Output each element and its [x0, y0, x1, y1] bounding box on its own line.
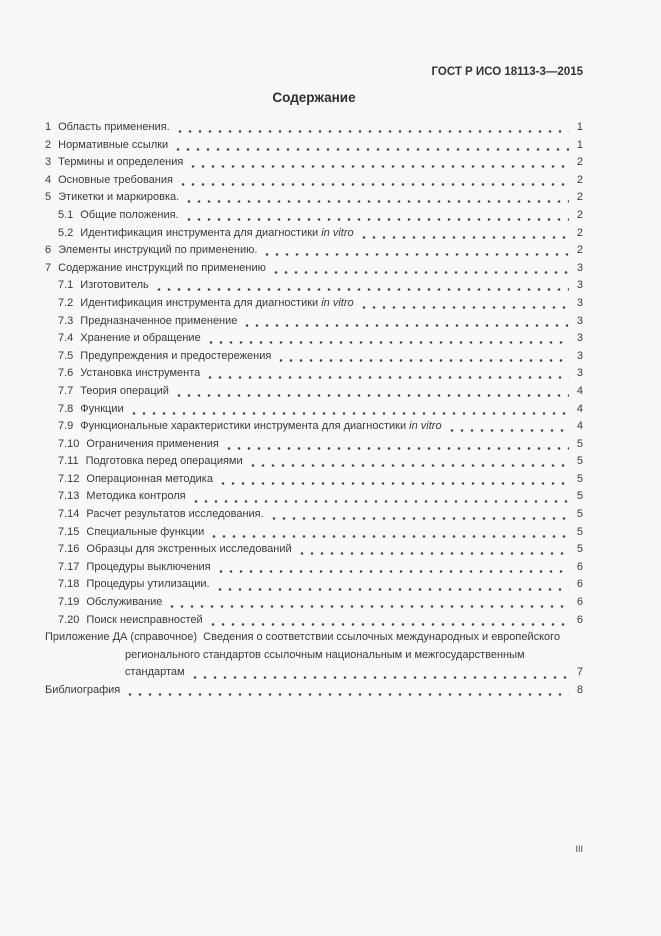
toc-entry-number: 7.12: [58, 472, 80, 485]
toc-entry-number: 7.8: [58, 402, 74, 415]
dot-leader-icon: [184, 189, 569, 207]
dot-leader-icon: [129, 401, 569, 419]
toc-entry-label: Функции: [80, 402, 124, 415]
toc-entry-page: 5: [576, 525, 583, 538]
toc-entry: [45, 172, 583, 190]
toc-list: [45, 119, 583, 700]
dot-leader-icon: [447, 418, 569, 436]
dot-leader-icon: [206, 330, 569, 348]
toc-entry-label: стандартам: [125, 666, 185, 679]
toc-entry: [45, 277, 583, 295]
dot-leader-icon: [167, 594, 569, 612]
toc-entry: [45, 137, 583, 155]
toc-entry: [45, 524, 583, 542]
dot-leader-icon: [174, 383, 569, 401]
dot-leader-icon: [205, 365, 569, 383]
toc-entry-label: Предназначенное применение: [80, 314, 238, 327]
toc-entry: [45, 225, 583, 243]
toc-entry-number: 4: [45, 173, 52, 186]
dot-leader-icon: [276, 348, 569, 366]
toc-entry-number: 7.11: [58, 455, 79, 468]
toc-entry: [45, 295, 583, 313]
toc-entry-page: 6: [576, 613, 583, 626]
toc-entry-page: 6: [576, 596, 583, 609]
toc-entry-number: 5.1: [58, 208, 74, 221]
toc-entry-label: Изготовитель: [80, 279, 149, 292]
toc-entry-label: Функциональные характеристики инструмента для диагностики in vitro: [80, 420, 442, 433]
toc-entry: [45, 594, 583, 612]
toc-entry-label: Приложение ДА (справочное) Сведения о соответствии ссылочных международных и европейского: [45, 631, 561, 644]
toc-entry-page: 2: [576, 244, 583, 257]
document-code: ГОСТ Р ИСО 18113-3—2015: [431, 66, 583, 78]
toc-entry: [45, 119, 583, 137]
toc-entry: [45, 541, 583, 559]
toc-entry-number: 7.1: [58, 279, 74, 292]
toc-entry-number: 7.15: [58, 525, 80, 538]
toc-entry-label: Процедуры утилизации.: [86, 578, 210, 591]
toc-entry-page: 3: [576, 367, 583, 380]
toc-entry-label: Библиография: [45, 684, 121, 696]
toc-entry-page: 6: [576, 578, 583, 591]
toc-entry-label: Методика контроля: [86, 490, 186, 503]
toc-entry-label: Предупреждения и предостережения: [80, 349, 272, 362]
toc-entry-page: 7: [576, 666, 583, 679]
toc-entry-label: Основные требования: [58, 173, 173, 186]
dot-leader-icon: [248, 453, 569, 471]
toc-entry-page: 3: [576, 261, 583, 274]
toc-entry: [45, 189, 583, 207]
dot-leader-icon: [262, 242, 569, 260]
toc-entry-page: 5: [576, 472, 583, 485]
toc-entry-number: 7.3: [58, 314, 74, 327]
toc-entry-number: 7.6: [58, 367, 74, 380]
toc-entry: [45, 612, 583, 630]
toc-entry-number: 7.10: [58, 437, 80, 450]
toc-entry: [45, 576, 583, 594]
toc-entry-label: Элементы инструкций по применению.: [58, 244, 258, 257]
dot-leader-icon: [175, 119, 569, 137]
toc-entry-page: 6: [576, 560, 583, 573]
toc-entry-number: 7.18: [58, 578, 80, 591]
toc-entry-page: 5: [576, 490, 583, 503]
dot-leader-icon: [191, 488, 569, 506]
toc-entry: [45, 453, 583, 471]
toc-entry-number: 6: [45, 244, 52, 257]
toc-entry-label: Процедуры выключения: [86, 560, 211, 573]
toc-entry-page: 4: [576, 384, 583, 397]
toc-entry-page: 1: [576, 121, 583, 133]
toc-entry: [45, 559, 583, 577]
toc-entry: [45, 418, 583, 436]
toc-entry: [45, 207, 583, 225]
toc-entry-number: 7.2: [58, 296, 74, 309]
toc-entry-label: Идентификация инструмента для диагностики in vitro: [80, 226, 354, 239]
toc-entry: [45, 365, 583, 383]
dot-leader-icon: [190, 664, 569, 682]
toc-entry-label: Термины и определения: [58, 156, 184, 169]
toc-entry-number: 7.16: [58, 543, 80, 556]
toc-entry: [45, 488, 583, 506]
dot-leader-icon: [224, 436, 569, 454]
toc-entry-label: Обслуживание: [86, 596, 163, 609]
toc-entry: [45, 682, 583, 700]
toc-entry-label: Операционная методика: [86, 472, 213, 485]
toc-entry-label: Установка инструмента: [80, 367, 201, 380]
dot-leader-icon: [271, 260, 569, 278]
toc-entry-page: 2: [576, 226, 583, 239]
toc-entry-number: 1: [45, 121, 52, 133]
toc-entry-number: 7.13: [58, 490, 80, 503]
toc-entry-label: Этикетки и маркировка.: [58, 191, 180, 204]
toc-entry-page: 2: [576, 191, 583, 204]
toc-entry-label: Область применения.: [58, 121, 170, 133]
toc-entry-label: Образцы для экстренных исследований: [86, 543, 292, 556]
toc-entry-number: 7.20: [58, 613, 80, 626]
toc-entry-number: 7.4: [58, 332, 74, 345]
toc-entry-label: Ограничения применения: [86, 437, 219, 450]
toc-entry-page: 2: [576, 208, 583, 221]
dot-leader-icon: [218, 471, 569, 489]
page-title: Содержание: [272, 90, 356, 105]
toc-entry-page: 3: [576, 332, 583, 345]
toc-entry-label: регионального стандартов ссылочным национальным и межгосударственным: [125, 648, 525, 661]
toc-entry-label: Общие положения.: [80, 208, 179, 221]
toc-entry-page: 4: [576, 402, 583, 415]
toc-entry: [45, 260, 583, 278]
toc-entry-label: Поиск неисправностей: [86, 613, 203, 626]
dot-leader-icon: [209, 524, 569, 542]
toc-entry-label: Хранение и обращение: [80, 332, 201, 345]
toc-entry: [45, 664, 583, 682]
toc-entry-page: 4: [576, 420, 583, 433]
toc-entry-number: 7: [45, 261, 52, 274]
toc-entry: [45, 242, 583, 260]
toc-entry: [45, 506, 583, 524]
toc-entry-page: 8: [576, 684, 583, 696]
toc-entry-page: 3: [576, 314, 583, 327]
footer-page-number: III: [575, 844, 583, 854]
toc-entry-page: 2: [576, 173, 583, 186]
toc-entry-number: 5.2: [58, 226, 74, 239]
toc-entry-number: 7.17: [58, 560, 80, 573]
toc-entry: [45, 313, 583, 331]
toc-entry-label: Расчет результатов исследования.: [86, 508, 264, 521]
dot-leader-icon: [125, 682, 569, 700]
toc-entry: [45, 330, 583, 348]
dot-leader-icon: [178, 172, 569, 190]
dot-leader-icon: [297, 541, 569, 559]
toc-entry: [45, 383, 583, 401]
toc-entry-page: 3: [576, 279, 583, 292]
dot-leader-icon: [154, 277, 569, 295]
dot-leader-icon: [269, 506, 569, 524]
toc-entry-page: 3: [576, 349, 583, 362]
toc-entry-page: 5: [576, 437, 583, 450]
dot-leader-icon: [215, 576, 569, 594]
toc-entry-number: 7.19: [58, 596, 80, 609]
dot-leader-icon: [188, 154, 569, 172]
toc-entry-number: 5: [45, 191, 52, 204]
toc-entry-label: Нормативные ссылки: [58, 138, 169, 151]
dot-leader-icon: [184, 207, 569, 225]
toc-entry-label: Идентификация инструмента для диагностики in vitro: [80, 296, 354, 309]
toc-entry-page: 5: [576, 455, 583, 468]
toc-entry-page: 3: [576, 296, 583, 309]
toc-entry: [45, 436, 583, 454]
toc-entry-number: 7.5: [58, 349, 74, 362]
toc-entry-page: 5: [576, 543, 583, 556]
dot-leader-icon: [216, 559, 569, 577]
toc-entry-number: 7.7: [58, 384, 74, 397]
dot-leader-icon: [359, 225, 569, 243]
toc-entry-number: 2: [45, 138, 52, 151]
dot-leader-icon: [208, 612, 569, 630]
toc-entry-number: 7.9: [58, 420, 74, 433]
toc-entry: [45, 348, 583, 366]
dot-leader-icon: [242, 313, 569, 331]
toc-entry-page: 1: [576, 138, 583, 151]
toc-entry-label: Подготовка перед операциями: [85, 455, 243, 468]
dot-leader-icon: [173, 137, 569, 155]
toc-entry-number: 3: [45, 156, 52, 169]
toc-entry-label: Теория операций: [80, 384, 169, 397]
toc-entry-page: 5: [576, 508, 583, 521]
toc-entry-label: Содержание инструкций по применению: [58, 261, 266, 274]
toc-entry-number: 7.14: [58, 508, 80, 521]
toc-entry: [45, 154, 583, 172]
toc-entry: [45, 629, 583, 647]
toc-entry-label: Специальные функции: [86, 525, 205, 538]
toc-entry-page: 2: [576, 156, 583, 169]
toc-entry: [45, 401, 583, 419]
dot-leader-icon: [359, 295, 569, 313]
toc-entry: [45, 471, 583, 489]
toc-entry: [45, 647, 583, 665]
